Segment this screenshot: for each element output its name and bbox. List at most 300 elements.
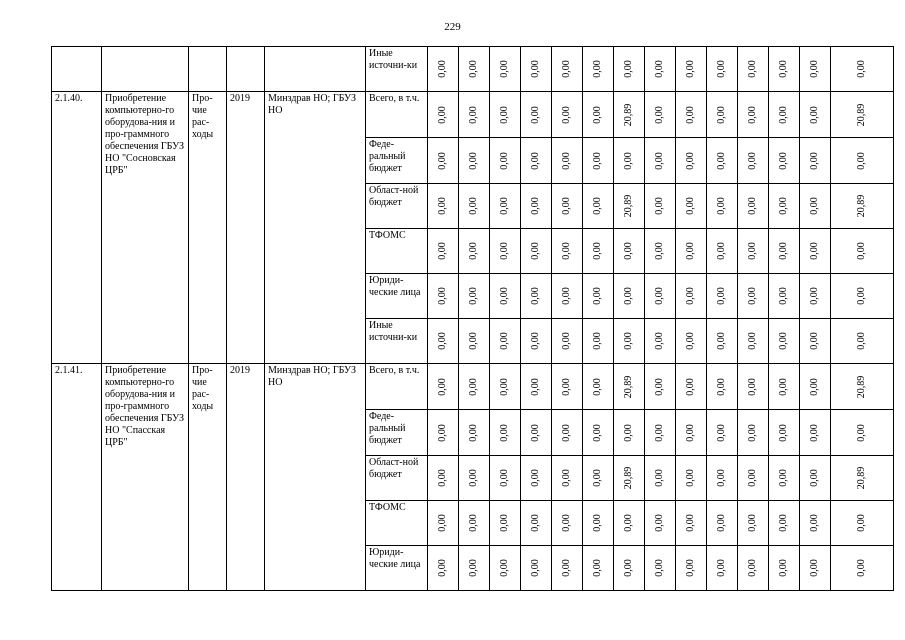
value-text: 0,00	[685, 60, 696, 78]
value-cell	[644, 409, 675, 455]
value-cell	[737, 46, 768, 91]
value-text: 0,00	[856, 60, 867, 78]
value-cell	[737, 137, 768, 183]
value-text: 0,00	[499, 151, 510, 170]
value-text: 0,00	[778, 197, 789, 215]
value-text: 0,00	[468, 151, 479, 170]
value-cell	[830, 91, 893, 137]
value-text: 0,00	[468, 423, 479, 442]
value-text: 0,00	[809, 242, 820, 260]
value-text: 0,00	[561, 287, 572, 305]
value-cell	[768, 137, 799, 183]
value-cell	[489, 273, 520, 318]
value-cell	[427, 409, 458, 455]
row-label: Всего, в т.ч.	[365, 91, 427, 137]
value-cell	[489, 183, 520, 228]
value-cell	[675, 455, 706, 500]
value-cell	[582, 363, 613, 409]
value-cell	[706, 409, 737, 455]
value-text: 0,00	[716, 151, 727, 170]
value-text: 0,00	[561, 197, 572, 215]
value-cell	[551, 91, 582, 137]
value-text: 0,00	[685, 514, 696, 532]
value-cell	[613, 183, 644, 228]
value-text: 0,00	[654, 377, 665, 396]
value-cell	[520, 545, 551, 590]
value-cell	[551, 137, 582, 183]
value-text: 0,00	[468, 197, 479, 215]
value-text: 0,00	[685, 287, 696, 305]
value-text: 0,00	[747, 197, 758, 215]
value-text: 0,00	[592, 242, 603, 260]
value-text: 0,00	[809, 287, 820, 305]
value-text: 0,00	[499, 287, 510, 305]
value-text: 0,00	[623, 287, 634, 305]
value-cell	[644, 273, 675, 318]
value-text: 0,00	[856, 151, 867, 170]
value-cell	[613, 137, 644, 183]
value-text: 0,00	[654, 197, 665, 215]
value-cell	[768, 183, 799, 228]
value-text: 0,00	[437, 332, 448, 350]
value-text: 0,00	[716, 332, 727, 350]
value-text: 0,00	[437, 105, 448, 124]
value-cell	[737, 545, 768, 590]
value-text: 0,00	[747, 60, 758, 78]
value-text: 0,00	[856, 332, 867, 350]
value-text: 0,00	[685, 332, 696, 350]
value-cell	[675, 137, 706, 183]
value-cell	[582, 500, 613, 545]
value-cell	[551, 46, 582, 91]
value-text: 0,00	[530, 423, 541, 442]
value-cell	[489, 363, 520, 409]
value-cell	[830, 545, 893, 590]
value-cell	[737, 91, 768, 137]
value-cell	[520, 46, 551, 91]
value-text: 0,00	[654, 469, 665, 487]
value-cell	[520, 455, 551, 500]
value-text: 0,00	[561, 242, 572, 260]
value-cell	[706, 363, 737, 409]
value-cell	[706, 545, 737, 590]
value-cell	[458, 318, 489, 363]
value-cell	[613, 363, 644, 409]
value-text: 0,00	[530, 514, 541, 532]
value-text: 0,00	[778, 332, 789, 350]
value-cell	[706, 183, 737, 228]
value-cell	[706, 455, 737, 500]
item-code: 2.1.40.	[51, 91, 101, 363]
value-text: 0,00	[716, 105, 727, 124]
value-text: 0,00	[468, 377, 479, 396]
value-cell	[675, 46, 706, 91]
value-text: 0,00	[437, 469, 448, 487]
value-cell	[489, 455, 520, 500]
value-text: 0,00	[592, 514, 603, 532]
value-text: 0,00	[747, 559, 758, 577]
value-text: 0,00	[437, 151, 448, 170]
row-label: ТФОМС	[365, 500, 427, 545]
value-text: 0,00	[778, 514, 789, 532]
value-text: 0,00	[685, 469, 696, 487]
value-text: 0,00	[468, 242, 479, 260]
page-number: 229	[444, 21, 461, 33]
value-text: 0,00	[468, 60, 479, 78]
value-text: 0,00	[809, 105, 820, 124]
value-text: 0,00	[654, 151, 665, 170]
row-label: Иные источни-ки	[365, 46, 427, 91]
value-text: 0,00	[530, 332, 541, 350]
item-executor: Минздрав НО; ГБУЗ НО	[264, 363, 365, 590]
row-label: Област-ной бюджет	[365, 183, 427, 228]
value-cell	[830, 455, 893, 500]
value-text: 0,00	[856, 559, 867, 577]
value-text: 0,00	[778, 287, 789, 305]
value-text: 0,00	[499, 377, 510, 396]
value-cell	[799, 545, 830, 590]
value-cell	[427, 500, 458, 545]
value-text: 0,00	[716, 287, 727, 305]
value-cell	[830, 363, 893, 409]
value-text: 0,00	[499, 197, 510, 215]
value-cell	[768, 545, 799, 590]
value-text: 0,00	[685, 559, 696, 577]
value-cell	[644, 500, 675, 545]
value-text: 0,00	[592, 197, 603, 215]
value-text: 0,00	[592, 287, 603, 305]
value-cell	[644, 46, 675, 91]
value-text: 0,00	[716, 377, 727, 396]
value-cell	[799, 183, 830, 228]
value-cell	[427, 273, 458, 318]
value-cell	[644, 137, 675, 183]
value-text: 0,00	[530, 197, 541, 215]
value-cell	[799, 273, 830, 318]
value-text: 0,00	[856, 242, 867, 260]
value-cell	[613, 500, 644, 545]
value-text: 0,00	[530, 105, 541, 124]
value-cell	[551, 318, 582, 363]
value-text: 0,00	[530, 559, 541, 577]
value-cell	[582, 91, 613, 137]
value-text: 0,00	[747, 377, 758, 396]
row-label: ТФОМС	[365, 228, 427, 273]
value-cell	[706, 46, 737, 91]
value-cell	[427, 545, 458, 590]
value-cell	[520, 363, 551, 409]
value-text: 0,00	[685, 377, 696, 396]
value-text: 0,00	[747, 105, 758, 124]
value-cell	[458, 46, 489, 91]
value-cell	[489, 137, 520, 183]
value-cell	[489, 545, 520, 590]
budget-table	[51, 46, 894, 591]
value-text: 0,00	[716, 242, 727, 260]
value-cell	[489, 91, 520, 137]
item-name: Приобретение компьютерно-го оборудова-ния и про-граммного обеспечения ГБУЗ НО "Сосновская ЦРБ"	[101, 91, 188, 363]
row-label: Феде-ральный бюджет	[365, 137, 427, 183]
value-cell	[706, 137, 737, 183]
value-cell	[644, 91, 675, 137]
value-cell	[427, 455, 458, 500]
value-text: 0,00	[778, 105, 789, 124]
value-cell	[458, 455, 489, 500]
value-text: 0,00	[654, 332, 665, 350]
value-cell	[551, 500, 582, 545]
row-label: Юриди-ческие лица	[365, 273, 427, 318]
value-cell	[582, 318, 613, 363]
value-cell	[706, 91, 737, 137]
value-cell	[799, 91, 830, 137]
value-cell	[830, 46, 893, 91]
value-cell	[613, 228, 644, 273]
value-text: 0,00	[778, 469, 789, 487]
value-cell	[520, 273, 551, 318]
item-code: 2.1.41.	[51, 363, 101, 590]
value-text: 0,00	[685, 105, 696, 124]
value-text: 0,00	[530, 242, 541, 260]
value-cell	[830, 183, 893, 228]
value-text: 0,00	[561, 60, 572, 78]
value-cell	[427, 91, 458, 137]
value-cell	[799, 318, 830, 363]
value-text: 0,00	[437, 287, 448, 305]
row-label: Юриди-ческие лица	[365, 545, 427, 590]
value-cell	[582, 545, 613, 590]
value-text: 0,00	[499, 60, 510, 78]
value-cell	[520, 409, 551, 455]
value-cell	[706, 228, 737, 273]
value-text: 0,00	[747, 151, 758, 170]
value-text: 0,00	[437, 242, 448, 260]
value-cell	[613, 46, 644, 91]
value-cell	[768, 318, 799, 363]
value-text: 0,00	[747, 423, 758, 442]
value-text: 0,00	[468, 514, 479, 532]
value-text: 0,00	[778, 559, 789, 577]
value-cell	[768, 363, 799, 409]
value-cell	[737, 363, 768, 409]
value-cell	[768, 273, 799, 318]
value-text: 0,00	[654, 514, 665, 532]
item-year: 2019	[226, 363, 264, 590]
value-cell	[582, 137, 613, 183]
value-text: 0,00	[856, 287, 867, 305]
value-cell	[830, 228, 893, 273]
value-cell	[458, 91, 489, 137]
value-cell	[582, 46, 613, 91]
value-text: 0,00	[856, 423, 867, 442]
value-cell	[613, 273, 644, 318]
value-cell	[799, 363, 830, 409]
value-cell	[551, 228, 582, 273]
value-cell	[830, 318, 893, 363]
value-cell	[427, 46, 458, 91]
value-cell	[675, 183, 706, 228]
value-text: 0,00	[778, 60, 789, 78]
value-text: 0,00	[716, 60, 727, 78]
value-cell	[830, 500, 893, 545]
value-cell	[489, 409, 520, 455]
value-cell	[830, 273, 893, 318]
value-text: 0,00	[468, 469, 479, 487]
value-cell	[551, 183, 582, 228]
value-text: 0,00	[592, 151, 603, 170]
value-text: 0,00	[778, 423, 789, 442]
value-cell	[675, 409, 706, 455]
value-text: 0,00	[685, 423, 696, 442]
value-cell	[582, 455, 613, 500]
value-text: 0,00	[530, 287, 541, 305]
value-text: 0,00	[778, 151, 789, 170]
value-text: 0,00	[685, 197, 696, 215]
value-cell	[551, 545, 582, 590]
value-cell	[737, 318, 768, 363]
value-cell	[768, 409, 799, 455]
value-text: 0,00	[499, 105, 510, 124]
value-cell	[768, 455, 799, 500]
value-cell	[427, 363, 458, 409]
value-cell	[799, 137, 830, 183]
value-text: 0,00	[778, 242, 789, 260]
value-cell	[520, 318, 551, 363]
value-cell	[458, 545, 489, 590]
expense-type: Про-чие рас-ходы	[188, 363, 226, 590]
value-text: 0,00	[437, 514, 448, 532]
value-cell	[582, 183, 613, 228]
value-text: 20,89	[623, 103, 634, 126]
value-cell	[458, 409, 489, 455]
value-cell	[675, 318, 706, 363]
value-text: 20,89	[623, 466, 634, 490]
empty-cell	[101, 46, 188, 91]
value-cell	[613, 545, 644, 590]
value-cell	[737, 228, 768, 273]
value-text: 0,00	[809, 377, 820, 396]
value-text: 0,00	[716, 197, 727, 215]
value-text: 0,00	[437, 197, 448, 215]
value-cell	[551, 455, 582, 500]
value-cell	[520, 500, 551, 545]
value-text: 0,00	[716, 423, 727, 442]
value-text: 0,00	[530, 151, 541, 170]
value-cell	[737, 500, 768, 545]
value-cell	[613, 91, 644, 137]
value-cell	[830, 137, 893, 183]
value-text: 0,00	[809, 559, 820, 577]
value-cell	[799, 500, 830, 545]
value-cell	[644, 455, 675, 500]
value-text: 0,00	[654, 287, 665, 305]
value-text: 0,00	[499, 559, 510, 577]
value-cell	[706, 273, 737, 318]
value-text: 20,89	[856, 375, 867, 398]
value-cell	[799, 46, 830, 91]
empty-cell	[264, 46, 365, 91]
value-text: 0,00	[809, 423, 820, 442]
value-text: 0,00	[623, 332, 634, 350]
value-text: 20,89	[623, 194, 634, 218]
value-text: 0,00	[809, 151, 820, 170]
value-cell	[582, 409, 613, 455]
value-cell	[768, 228, 799, 273]
value-text: 0,00	[437, 377, 448, 396]
value-text: 20,89	[623, 375, 634, 398]
value-cell	[427, 318, 458, 363]
value-cell	[768, 500, 799, 545]
value-cell	[551, 273, 582, 318]
value-text: 0,00	[561, 559, 572, 577]
value-text: 0,00	[809, 197, 820, 215]
value-cell	[489, 500, 520, 545]
value-text: 0,00	[654, 559, 665, 577]
value-cell	[427, 228, 458, 273]
value-cell	[675, 545, 706, 590]
value-text: 0,00	[592, 559, 603, 577]
value-cell	[489, 318, 520, 363]
value-cell	[737, 455, 768, 500]
value-text: 0,00	[747, 514, 758, 532]
value-text: 0,00	[747, 332, 758, 350]
value-text: 0,00	[530, 469, 541, 487]
value-text: 0,00	[561, 377, 572, 396]
value-cell	[644, 545, 675, 590]
value-text: 0,00	[437, 423, 448, 442]
value-cell	[489, 228, 520, 273]
value-text: 0,00	[437, 60, 448, 78]
value-text: 0,00	[561, 423, 572, 442]
value-text: 0,00	[654, 423, 665, 442]
value-cell	[830, 409, 893, 455]
value-text: 0,00	[592, 469, 603, 487]
row-label: Феде-ральный бюджет	[365, 409, 427, 455]
value-text: 0,00	[592, 423, 603, 442]
value-cell	[458, 228, 489, 273]
value-cell	[427, 137, 458, 183]
value-text: 0,00	[530, 60, 541, 78]
value-text: 0,00	[685, 242, 696, 260]
value-text: 0,00	[623, 151, 634, 170]
value-cell	[706, 318, 737, 363]
item-name: Приобретение компьютерно-го оборудова-ния и про-граммного обеспечения ГБУЗ НО "Спасская ЦРБ"	[101, 363, 188, 590]
value-cell	[644, 363, 675, 409]
row-label: Всего, в т.ч.	[365, 363, 427, 409]
value-text: 0,00	[468, 332, 479, 350]
value-text: 0,00	[654, 242, 665, 260]
empty-cell	[226, 46, 264, 91]
value-cell	[613, 409, 644, 455]
value-cell	[551, 363, 582, 409]
value-text: 0,00	[623, 60, 634, 78]
row-label: Област-ной бюджет	[365, 455, 427, 500]
value-text: 0,00	[747, 287, 758, 305]
value-text: 0,00	[499, 332, 510, 350]
value-text: 0,00	[685, 151, 696, 170]
value-text: 0,00	[716, 559, 727, 577]
empty-cell	[51, 46, 101, 91]
value-text: 0,00	[623, 242, 634, 260]
value-cell	[675, 273, 706, 318]
value-cell	[613, 318, 644, 363]
value-cell	[458, 273, 489, 318]
value-text: 0,00	[623, 423, 634, 442]
value-text: 0,00	[747, 242, 758, 260]
value-cell	[737, 183, 768, 228]
value-cell	[675, 363, 706, 409]
value-cell	[799, 228, 830, 273]
value-cell	[489, 46, 520, 91]
